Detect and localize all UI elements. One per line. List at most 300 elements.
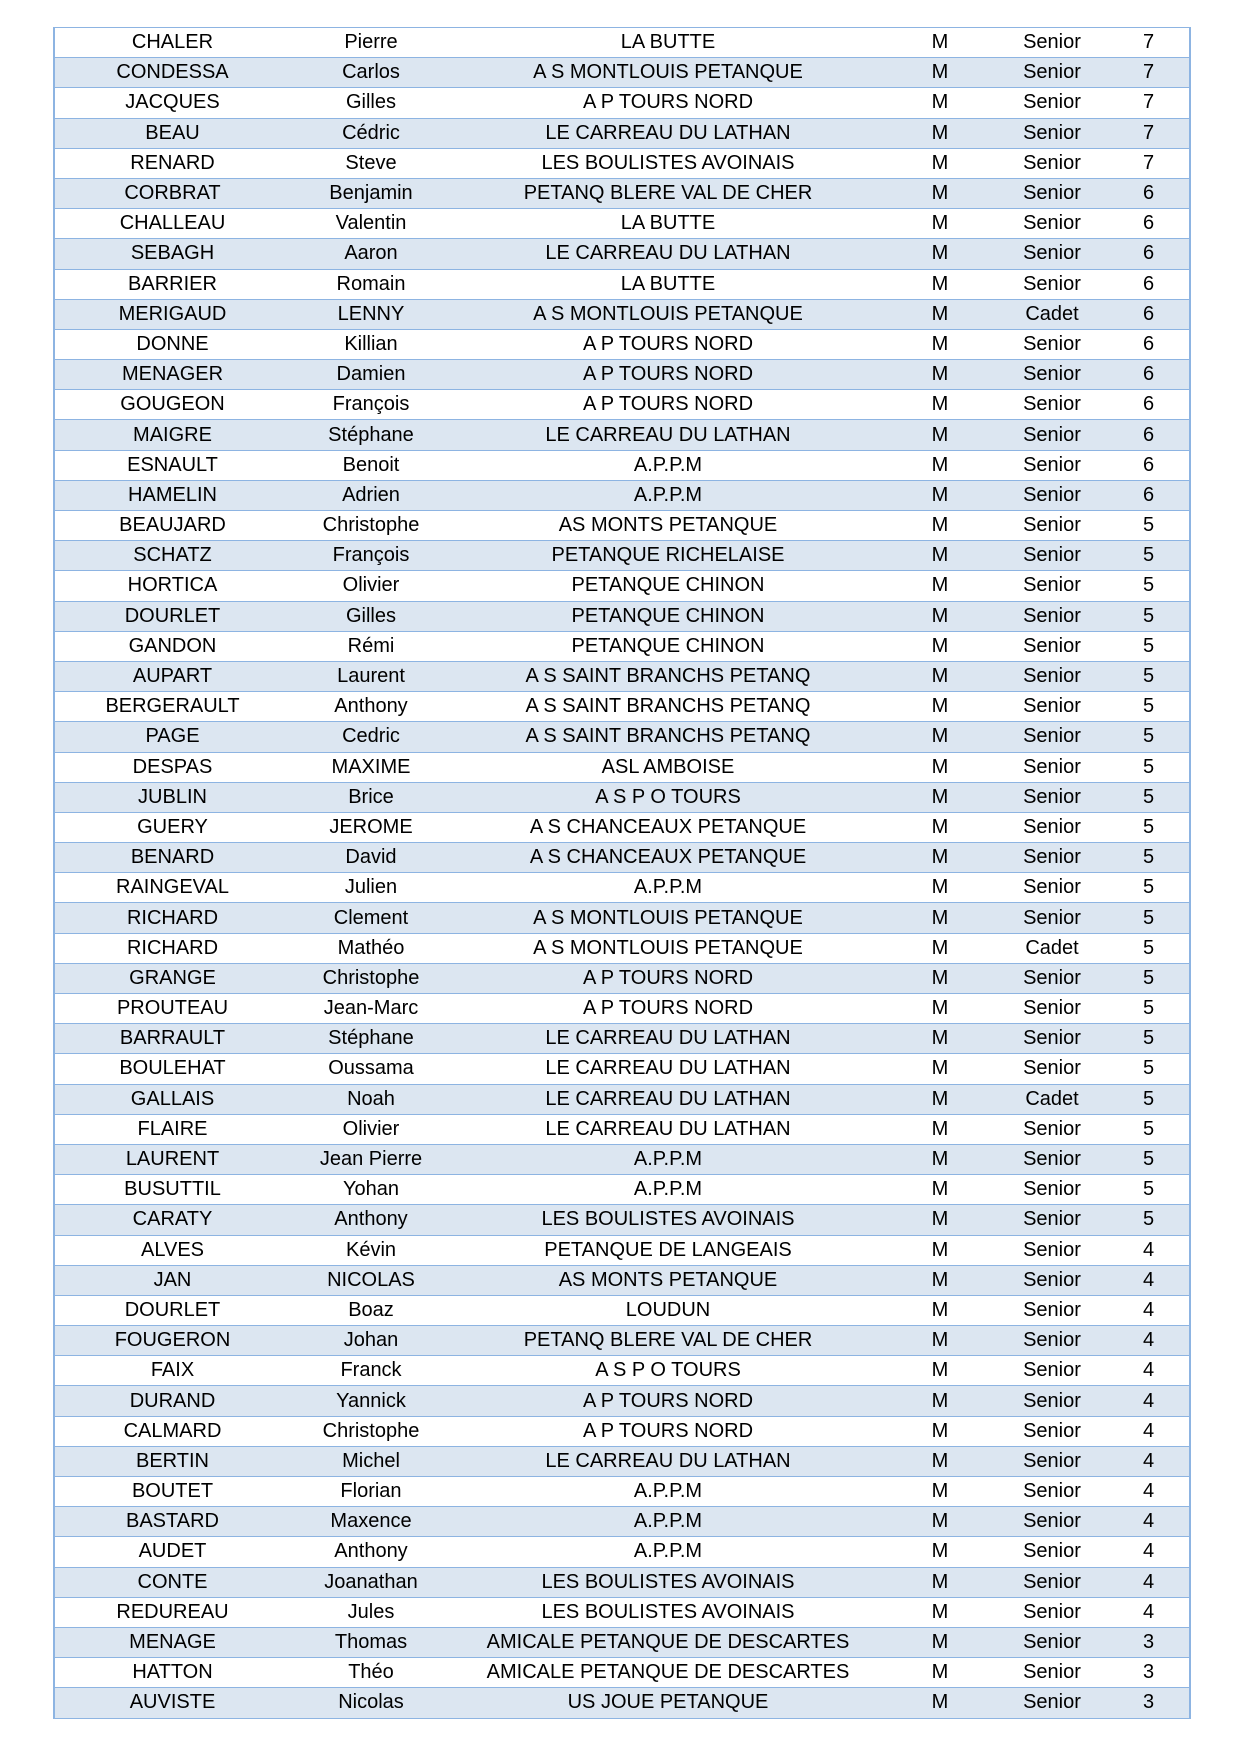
table-row	[54, 1054, 1190, 1084]
last-name-cell: MAIGRE	[54, 420, 290, 450]
first-name-cell: Clement	[290, 903, 452, 933]
first-name-cell: Gilles	[290, 601, 452, 631]
table-row	[54, 1024, 1190, 1054]
first-name-cell: Stéphane	[290, 420, 452, 450]
first-name-cell: Killian	[290, 329, 452, 359]
last-name-cell: MERIGAUD	[54, 299, 290, 329]
category-cell: Senior	[996, 1024, 1108, 1054]
last-name-cell: DURAND	[54, 1386, 290, 1416]
table-row	[54, 1446, 1190, 1476]
table-row	[54, 1386, 1190, 1416]
club-cell: LA BUTTE	[452, 269, 884, 299]
first-name-cell: Christophe	[290, 511, 452, 541]
category-cell: Senior	[996, 1265, 1108, 1295]
last-name-cell: HAMELIN	[54, 480, 290, 510]
category-cell: Senior	[996, 782, 1108, 812]
table-row	[54, 782, 1190, 812]
last-name-cell: DOURLET	[54, 601, 290, 631]
last-name-cell: CORBRAT	[54, 178, 290, 208]
first-name-cell: Joanathan	[290, 1567, 452, 1597]
category-cell: Senior	[996, 28, 1108, 58]
sex-cell: M	[884, 812, 996, 842]
points-cell: 7	[1108, 58, 1190, 88]
sex-cell: M	[884, 148, 996, 178]
table-row	[54, 1567, 1190, 1597]
last-name-cell: RICHARD	[54, 903, 290, 933]
first-name-cell: Yohan	[290, 1175, 452, 1205]
sex-cell: M	[884, 1416, 996, 1446]
last-name-cell: PROUTEAU	[54, 994, 290, 1024]
table-row	[54, 1175, 1190, 1205]
table-row	[54, 148, 1190, 178]
table-row	[54, 58, 1190, 88]
first-name-cell: Olivier	[290, 571, 452, 601]
sex-cell: M	[884, 661, 996, 691]
first-name-cell: Stéphane	[290, 1024, 452, 1054]
club-cell: LE CARREAU DU LATHAN	[452, 1024, 884, 1054]
first-name-cell: Jean Pierre	[290, 1144, 452, 1174]
sex-cell: M	[884, 1295, 996, 1325]
club-cell: PETANQ BLERE VAL DE CHER	[452, 178, 884, 208]
points-cell: 6	[1108, 329, 1190, 359]
sex-cell: M	[884, 782, 996, 812]
sex-cell: M	[884, 1507, 996, 1537]
last-name-cell: BEAU	[54, 118, 290, 148]
table-row	[54, 903, 1190, 933]
category-cell: Senior	[996, 1597, 1108, 1627]
table-row	[54, 873, 1190, 903]
club-cell: LES BOULISTES AVOINAIS	[452, 1205, 884, 1235]
club-cell: A S SAINT BRANCHS PETANQ	[452, 692, 884, 722]
category-cell: Cadet	[996, 299, 1108, 329]
points-cell: 5	[1108, 722, 1190, 752]
last-name-cell: DOURLET	[54, 1295, 290, 1325]
points-cell: 5	[1108, 812, 1190, 842]
last-name-cell: AUPART	[54, 661, 290, 691]
table-row	[54, 118, 1190, 148]
category-cell: Senior	[996, 903, 1108, 933]
last-name-cell: FAIX	[54, 1356, 290, 1386]
points-cell: 7	[1108, 118, 1190, 148]
club-cell: LE CARREAU DU LATHAN	[452, 239, 884, 269]
last-name-cell: MENAGE	[54, 1627, 290, 1657]
club-cell: PETANQ BLERE VAL DE CHER	[452, 1326, 884, 1356]
club-cell: ASL AMBOISE	[452, 752, 884, 782]
first-name-cell: Anthony	[290, 692, 452, 722]
table-row	[54, 1265, 1190, 1295]
club-cell: LES BOULISTES AVOINAIS	[452, 1567, 884, 1597]
category-cell: Senior	[996, 1295, 1108, 1325]
first-name-cell: Steve	[290, 148, 452, 178]
first-name-cell: Aaron	[290, 239, 452, 269]
table-row	[54, 450, 1190, 480]
last-name-cell: BERTIN	[54, 1446, 290, 1476]
category-cell: Senior	[996, 541, 1108, 571]
last-name-cell: GUERY	[54, 812, 290, 842]
table-row	[54, 209, 1190, 239]
club-cell: A S CHANCEAUX PETANQUE	[452, 843, 884, 873]
table-row	[54, 1084, 1190, 1114]
table-row	[54, 1658, 1190, 1688]
table-row	[54, 752, 1190, 782]
last-name-cell: BASTARD	[54, 1507, 290, 1537]
club-cell: LE CARREAU DU LATHAN	[452, 1054, 884, 1084]
sex-cell: M	[884, 873, 996, 903]
club-cell: A S CHANCEAUX PETANQUE	[452, 812, 884, 842]
sex-cell: M	[884, 1175, 996, 1205]
table-row	[54, 661, 1190, 691]
sex-cell: M	[884, 1446, 996, 1476]
first-name-cell: Damien	[290, 360, 452, 390]
table-row	[54, 812, 1190, 842]
table-row	[54, 329, 1190, 359]
sex-cell: M	[884, 1386, 996, 1416]
category-cell: Senior	[996, 812, 1108, 842]
category-cell: Senior	[996, 209, 1108, 239]
last-name-cell: REDUREAU	[54, 1597, 290, 1627]
points-cell: 5	[1108, 541, 1190, 571]
first-name-cell: Cedric	[290, 722, 452, 752]
club-cell: A S MONTLOUIS PETANQUE	[452, 58, 884, 88]
last-name-cell: PAGE	[54, 722, 290, 752]
sex-cell: M	[884, 1205, 996, 1235]
last-name-cell: BARRIER	[54, 269, 290, 299]
first-name-cell: Gilles	[290, 88, 452, 118]
table-row	[54, 1235, 1190, 1265]
club-cell: A P TOURS NORD	[452, 360, 884, 390]
first-name-cell: Jules	[290, 1597, 452, 1627]
last-name-cell: HATTON	[54, 1658, 290, 1688]
table-row	[54, 994, 1190, 1024]
first-name-cell: MAXIME	[290, 752, 452, 782]
first-name-cell: Carlos	[290, 58, 452, 88]
points-cell: 5	[1108, 843, 1190, 873]
last-name-cell: SCHATZ	[54, 541, 290, 571]
sex-cell: M	[884, 480, 996, 510]
last-name-cell: GRANGE	[54, 963, 290, 993]
first-name-cell: Michel	[290, 1446, 452, 1476]
club-cell: A S P O TOURS	[452, 1356, 884, 1386]
category-cell: Senior	[996, 1114, 1108, 1144]
table-row	[54, 963, 1190, 993]
category-cell: Senior	[996, 601, 1108, 631]
category-cell: Senior	[996, 1175, 1108, 1205]
category-cell: Senior	[996, 722, 1108, 752]
table-row	[54, 722, 1190, 752]
first-name-cell: Christophe	[290, 1416, 452, 1446]
table-row	[54, 1416, 1190, 1446]
sex-cell: M	[884, 209, 996, 239]
points-cell: 5	[1108, 511, 1190, 541]
points-cell: 6	[1108, 420, 1190, 450]
club-cell: A S P O TOURS	[452, 782, 884, 812]
table-row	[54, 1627, 1190, 1657]
category-cell: Senior	[996, 1356, 1108, 1386]
club-cell: A.P.P.M	[452, 450, 884, 480]
last-name-cell: BEAUJARD	[54, 511, 290, 541]
points-cell: 5	[1108, 933, 1190, 963]
points-cell: 4	[1108, 1416, 1190, 1446]
sex-cell: M	[884, 571, 996, 601]
points-cell: 6	[1108, 360, 1190, 390]
club-cell: A.P.P.M	[452, 873, 884, 903]
points-cell: 3	[1108, 1627, 1190, 1657]
last-name-cell: GALLAIS	[54, 1084, 290, 1114]
points-cell: 5	[1108, 1084, 1190, 1114]
points-cell: 5	[1108, 1175, 1190, 1205]
first-name-cell: Nicolas	[290, 1688, 452, 1718]
points-cell: 5	[1108, 903, 1190, 933]
category-cell: Senior	[996, 1416, 1108, 1446]
club-cell: LE CARREAU DU LATHAN	[452, 118, 884, 148]
last-name-cell: JAN	[54, 1265, 290, 1295]
first-name-cell: Olivier	[290, 1114, 452, 1144]
last-name-cell: JACQUES	[54, 88, 290, 118]
category-cell: Senior	[996, 1537, 1108, 1567]
table-row	[54, 390, 1190, 420]
points-cell: 4	[1108, 1295, 1190, 1325]
first-name-cell: Benoit	[290, 450, 452, 480]
last-name-cell: DESPAS	[54, 752, 290, 782]
club-cell: A P TOURS NORD	[452, 390, 884, 420]
points-cell: 4	[1108, 1356, 1190, 1386]
points-cell: 4	[1108, 1597, 1190, 1627]
category-cell: Senior	[996, 631, 1108, 661]
last-name-cell: GANDON	[54, 631, 290, 661]
table-row	[54, 1597, 1190, 1627]
sex-cell: M	[884, 1537, 996, 1567]
points-cell: 4	[1108, 1326, 1190, 1356]
last-name-cell: BARRAULT	[54, 1024, 290, 1054]
last-name-cell: BERGERAULT	[54, 692, 290, 722]
points-cell: 5	[1108, 1205, 1190, 1235]
category-cell: Senior	[996, 994, 1108, 1024]
club-cell: A P TOURS NORD	[452, 88, 884, 118]
first-name-cell: Franck	[290, 1356, 452, 1386]
category-cell: Senior	[996, 571, 1108, 601]
points-cell: 6	[1108, 450, 1190, 480]
points-cell: 6	[1108, 269, 1190, 299]
sex-cell: M	[884, 1326, 996, 1356]
first-name-cell: JEROME	[290, 812, 452, 842]
table-row	[54, 1477, 1190, 1507]
category-cell: Senior	[996, 1477, 1108, 1507]
sex-cell: M	[884, 722, 996, 752]
sex-cell: M	[884, 1356, 996, 1386]
category-cell: Senior	[996, 1507, 1108, 1537]
category-cell: Senior	[996, 239, 1108, 269]
points-cell: 5	[1108, 601, 1190, 631]
points-cell: 6	[1108, 390, 1190, 420]
last-name-cell: MENAGER	[54, 360, 290, 390]
last-name-cell: CHALLEAU	[54, 209, 290, 239]
sex-cell: M	[884, 903, 996, 933]
sex-cell: M	[884, 1054, 996, 1084]
club-cell: LA BUTTE	[452, 28, 884, 58]
category-cell: Senior	[996, 1054, 1108, 1084]
last-name-cell: SEBAGH	[54, 239, 290, 269]
points-cell: 4	[1108, 1386, 1190, 1416]
table-row	[54, 601, 1190, 631]
table-row	[54, 88, 1190, 118]
last-name-cell: BUSUTTIL	[54, 1175, 290, 1205]
last-name-cell: FLAIRE	[54, 1114, 290, 1144]
sex-cell: M	[884, 420, 996, 450]
club-cell: PETANQUE CHINON	[452, 601, 884, 631]
first-name-cell: Romain	[290, 269, 452, 299]
points-cell: 5	[1108, 571, 1190, 601]
points-cell: 4	[1108, 1567, 1190, 1597]
sex-cell: M	[884, 390, 996, 420]
first-name-cell: Benjamin	[290, 178, 452, 208]
sex-cell: M	[884, 631, 996, 661]
last-name-cell: AUDET	[54, 1537, 290, 1567]
category-cell: Senior	[996, 269, 1108, 299]
club-cell: LES BOULISTES AVOINAIS	[452, 1597, 884, 1627]
club-cell: LE CARREAU DU LATHAN	[452, 1084, 884, 1114]
points-cell: 5	[1108, 782, 1190, 812]
last-name-cell: LAURENT	[54, 1144, 290, 1174]
first-name-cell: Laurent	[290, 661, 452, 691]
first-name-cell: Johan	[290, 1326, 452, 1356]
table-row	[54, 178, 1190, 208]
category-cell: Senior	[996, 450, 1108, 480]
category-cell: Senior	[996, 480, 1108, 510]
category-cell: Senior	[996, 1688, 1108, 1718]
table-row	[54, 933, 1190, 963]
points-cell: 6	[1108, 239, 1190, 269]
table-row	[54, 360, 1190, 390]
table-row	[54, 692, 1190, 722]
points-cell: 5	[1108, 963, 1190, 993]
club-cell: A.P.P.M	[452, 1507, 884, 1537]
table-row	[54, 269, 1190, 299]
club-cell: A P TOURS NORD	[452, 1386, 884, 1416]
category-cell: Cadet	[996, 1084, 1108, 1114]
last-name-cell: ESNAULT	[54, 450, 290, 480]
club-cell: A P TOURS NORD	[452, 1416, 884, 1446]
last-name-cell: ALVES	[54, 1235, 290, 1265]
points-cell: 5	[1108, 873, 1190, 903]
club-cell: A P TOURS NORD	[452, 329, 884, 359]
club-cell: LE CARREAU DU LATHAN	[452, 1114, 884, 1144]
sex-cell: M	[884, 1265, 996, 1295]
category-cell: Senior	[996, 88, 1108, 118]
points-cell: 7	[1108, 28, 1190, 58]
last-name-cell: AUVISTE	[54, 1688, 290, 1718]
category-cell: Senior	[996, 1386, 1108, 1416]
first-name-cell: Oussama	[290, 1054, 452, 1084]
last-name-cell: CONDESSA	[54, 58, 290, 88]
table-row	[54, 1326, 1190, 1356]
points-cell: 4	[1108, 1235, 1190, 1265]
last-name-cell: JUBLIN	[54, 782, 290, 812]
club-cell: A.P.P.M	[452, 1477, 884, 1507]
table-row	[54, 1295, 1190, 1325]
sex-cell: M	[884, 994, 996, 1024]
club-cell: AMICALE PETANQUE DE DESCARTES	[452, 1658, 884, 1688]
club-cell: PETANQUE RICHELAISE	[452, 541, 884, 571]
category-cell: Senior	[996, 58, 1108, 88]
club-cell: LE CARREAU DU LATHAN	[452, 420, 884, 450]
club-cell: A S MONTLOUIS PETANQUE	[452, 299, 884, 329]
category-cell: Senior	[996, 1658, 1108, 1688]
club-cell: A S SAINT BRANCHS PETANQ	[452, 661, 884, 691]
club-cell: A.P.P.M	[452, 1175, 884, 1205]
category-cell: Senior	[996, 118, 1108, 148]
club-cell: A S MONTLOUIS PETANQUE	[452, 903, 884, 933]
sex-cell: M	[884, 450, 996, 480]
last-name-cell: RICHARD	[54, 933, 290, 963]
points-cell: 6	[1108, 480, 1190, 510]
first-name-cell: François	[290, 541, 452, 571]
sex-cell: M	[884, 1658, 996, 1688]
category-cell: Senior	[996, 873, 1108, 903]
sex-cell: M	[884, 1688, 996, 1718]
category-cell: Senior	[996, 1446, 1108, 1476]
club-cell: LOUDUN	[452, 1295, 884, 1325]
sex-cell: M	[884, 963, 996, 993]
club-cell: LA BUTTE	[452, 209, 884, 239]
category-cell: Senior	[996, 511, 1108, 541]
club-cell: A P TOURS NORD	[452, 994, 884, 1024]
sex-cell: M	[884, 269, 996, 299]
sex-cell: M	[884, 1567, 996, 1597]
first-name-cell: Pierre	[290, 28, 452, 58]
last-name-cell: GOUGEON	[54, 390, 290, 420]
last-name-cell: HORTICA	[54, 571, 290, 601]
table-row	[54, 1114, 1190, 1144]
points-cell: 5	[1108, 661, 1190, 691]
table-row	[54, 1356, 1190, 1386]
points-cell: 3	[1108, 1658, 1190, 1688]
points-cell: 6	[1108, 299, 1190, 329]
last-name-cell: CALMARD	[54, 1416, 290, 1446]
club-cell: PETANQUE DE LANGEAIS	[452, 1235, 884, 1265]
points-cell: 5	[1108, 1024, 1190, 1054]
category-cell: Senior	[996, 390, 1108, 420]
table-row	[54, 28, 1190, 58]
first-name-cell: Boaz	[290, 1295, 452, 1325]
table-row	[54, 511, 1190, 541]
table-row	[54, 1144, 1190, 1174]
table-row	[54, 571, 1190, 601]
category-cell: Senior	[996, 661, 1108, 691]
category-cell: Senior	[996, 752, 1108, 782]
ranking-table	[53, 27, 1191, 1719]
points-cell: 5	[1108, 1144, 1190, 1174]
category-cell: Senior	[996, 1326, 1108, 1356]
first-name-cell: Kévin	[290, 1235, 452, 1265]
sex-cell: M	[884, 1627, 996, 1657]
sex-cell: M	[884, 178, 996, 208]
points-cell: 4	[1108, 1265, 1190, 1295]
table-row	[54, 420, 1190, 450]
category-cell: Senior	[996, 329, 1108, 359]
table-row	[54, 1507, 1190, 1537]
sex-cell: M	[884, 1084, 996, 1114]
points-cell: 5	[1108, 994, 1190, 1024]
last-name-cell: FOUGERON	[54, 1326, 290, 1356]
first-name-cell: Thomas	[290, 1627, 452, 1657]
table-row	[54, 299, 1190, 329]
category-cell: Cadet	[996, 933, 1108, 963]
category-cell: Senior	[996, 1144, 1108, 1174]
first-name-cell: Anthony	[290, 1205, 452, 1235]
sex-cell: M	[884, 752, 996, 782]
sex-cell: M	[884, 511, 996, 541]
first-name-cell: Jean-Marc	[290, 994, 452, 1024]
